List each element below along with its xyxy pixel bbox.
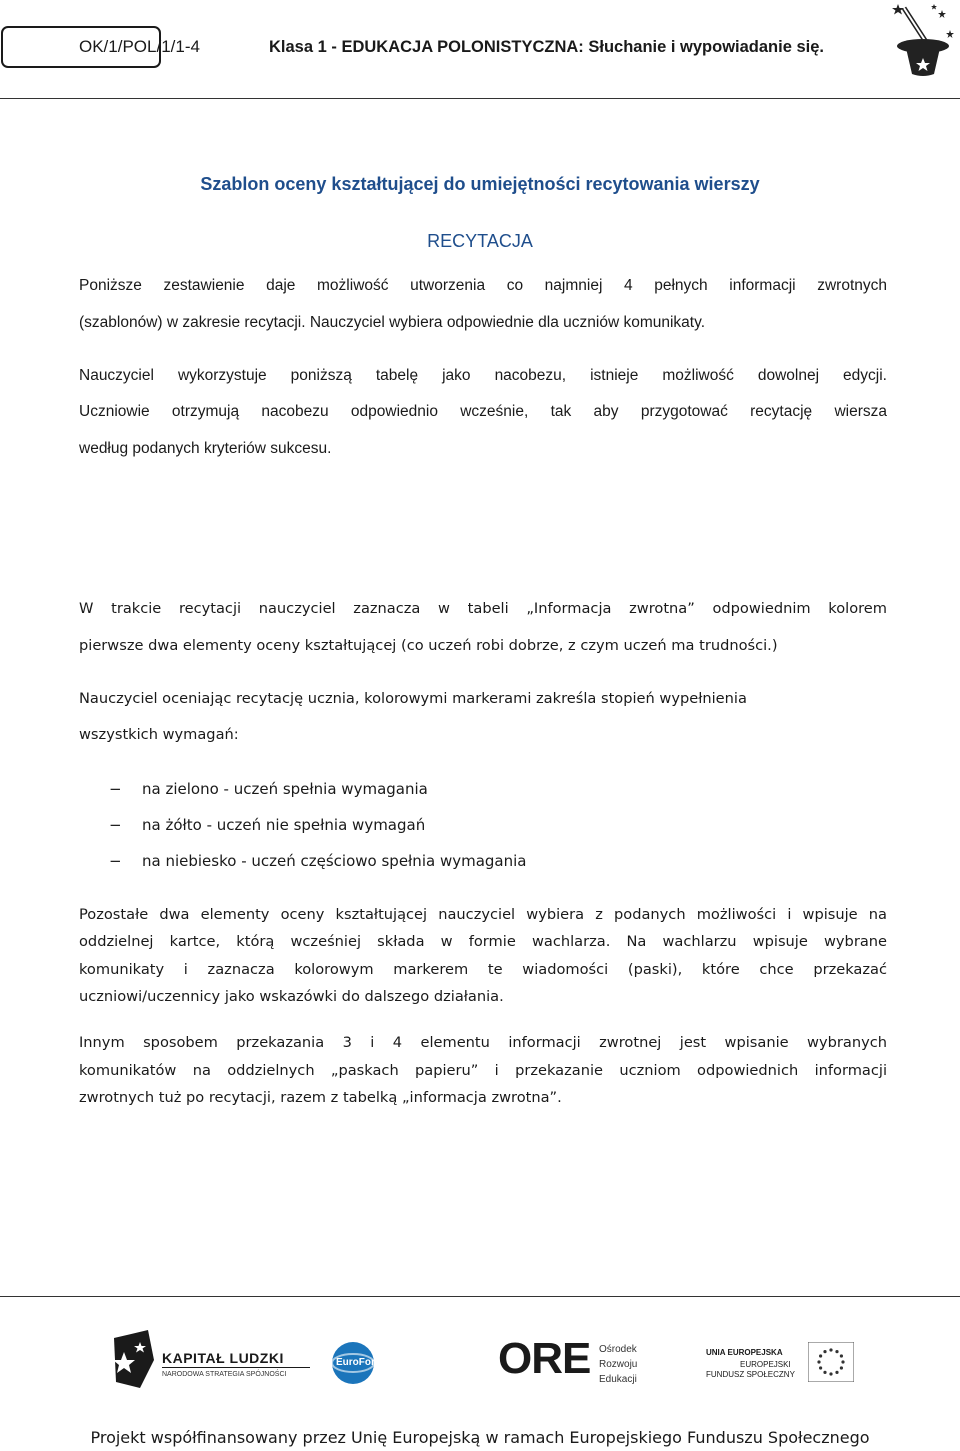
list-item-text: na zielono - uczeń spełnia wymagania xyxy=(142,780,428,798)
footer-divider xyxy=(0,1296,960,1297)
paragraph-6-line-2: komunikatów na oddzielnych „paskach papieru” i przekazanie uczniom odpowiednich informacji xyxy=(79,1062,887,1079)
eu-logo xyxy=(706,1340,856,1390)
wizard-hat-icon xyxy=(890,2,956,78)
eu-flag-icon xyxy=(808,1342,854,1382)
footer-funding-note: Projekt współfinansowany przez Unię Europejską w ramach Europejskiego Funduszu Społecznego xyxy=(90,1428,870,1447)
document-subtitle: RECYTACJA xyxy=(427,231,533,251)
eu-line-2: EUROPEJSKI xyxy=(740,1360,791,1369)
euroforum-logo xyxy=(330,1338,440,1388)
list-item xyxy=(109,816,425,834)
kapital-ludzki-rule xyxy=(162,1367,310,1368)
ore-subtitle xyxy=(599,1342,637,1387)
header-divider xyxy=(0,98,960,99)
list-dash: − xyxy=(109,780,122,798)
list-item xyxy=(109,780,428,798)
paragraph-2-line-1: Nauczyciel wykorzystuje poniższą tabelę jako nacobezu, istnieje możliwość dowolnej edycji. xyxy=(79,367,887,384)
kapital-ludzki-logo xyxy=(110,1330,310,1392)
list-dash: − xyxy=(109,816,122,834)
paragraph-6-line-3: zwrotnych tuż po recytacji, razem z tabelką „informacja zwrotna”. xyxy=(79,1089,562,1106)
paragraph-5-line-4: uczniowi/uczennicy jako wskazówki do dalszego działania. xyxy=(79,988,504,1005)
paragraph-3-line-2: pierwsze dwa elementy oceny kształtującej (co uczeń robi dobrze, z czym uczeń ma trudności.) xyxy=(79,637,778,654)
ore-logo xyxy=(498,1334,658,1390)
eu-line-3: FUNDUSZ SPOŁECZNY xyxy=(706,1370,795,1379)
kapital-ludzki-emblem-icon xyxy=(110,1330,160,1390)
list-item-text: na żółto - uczeń nie spełnia wymagań xyxy=(142,816,426,834)
euroforum-wordmark: EuroForum xyxy=(336,1357,390,1368)
ore-subtitle-line: Edukacji xyxy=(599,1374,637,1385)
paragraph-4-line-1: Nauczyciel oceniając recytację ucznia, kolorowymi markerami zakreśla stopień wypełnienia xyxy=(79,690,747,707)
paragraph-3-line-1: W trakcie recytacji nauczyciel zaznacza w tabeli „Informacja zwrotna” odpowiednim kolorem xyxy=(79,600,887,617)
paragraph-5-line-2: oddzielnej kartce, którą wcześniej składa w formie wachlarza. Na wachlarzu wpisuje wybrane xyxy=(79,933,887,950)
document-code: OK/1/POL/1/1-4 xyxy=(79,37,200,56)
header-title: Klasa 1 - EDUKACJA POLONISTYCZNA: Słuchanie i wypowiadanie się. xyxy=(269,38,825,56)
eu-line-1: UNIA EUROPEJSKA xyxy=(706,1348,783,1357)
kapital-ludzki-title: KAPITAŁ LUDZKI xyxy=(162,1350,284,1366)
paragraph-2-line-2: Uczniowie otrzymują nacobezu odpowiednio wcześnie, tak aby przygotować recytację wiersza xyxy=(79,403,887,420)
document-title: Szablon oceny kształtującej do umiejętności recytowania wierszy xyxy=(200,174,760,194)
ore-subtitle-line: Ośrodek xyxy=(599,1344,637,1355)
paragraph-2-line-3: według podanych kryteriów sukcesu. xyxy=(79,440,332,457)
ore-subtitle-line: Rozwoju xyxy=(599,1359,638,1370)
ore-wordmark: ORE xyxy=(498,1334,591,1383)
list-item-text: na niebiesko - uczeń częściowo spełnia wymagania xyxy=(142,852,527,870)
paragraph-1-line-2: (szablonów) w zakresie recytacji. Nauczyciel wybiera odpowiednie dla uczniów komunikaty. xyxy=(79,314,706,331)
paragraph-4-line-2: wszystkich wymagań: xyxy=(79,726,239,743)
kapital-ludzki-subtitle: NARODOWA STRATEGIA SPÓJNOŚCI xyxy=(162,1371,287,1378)
paragraph-5-line-3: komunikaty i zaznacza kolorowym markerem te wiadomości (paski), które chce przekazać xyxy=(79,961,887,978)
paragraph-6-line-1: Innym sposobem przekazania 3 i 4 elementu informacji zwrotnej jest wpisanie wybranych xyxy=(79,1034,887,1051)
list-item xyxy=(109,852,526,870)
paragraph-1-line-1: Poniższe zestawienie daje możliwość utworzenia co najmniej 4 pełnych informacji zwrotnych xyxy=(79,277,887,294)
list-dash: − xyxy=(109,852,122,870)
paragraph-5-line-1: Pozostałe dwa elementy oceny kształtującej nauczyciel wybiera z podanych możliwości i wpisuje na xyxy=(79,906,887,923)
